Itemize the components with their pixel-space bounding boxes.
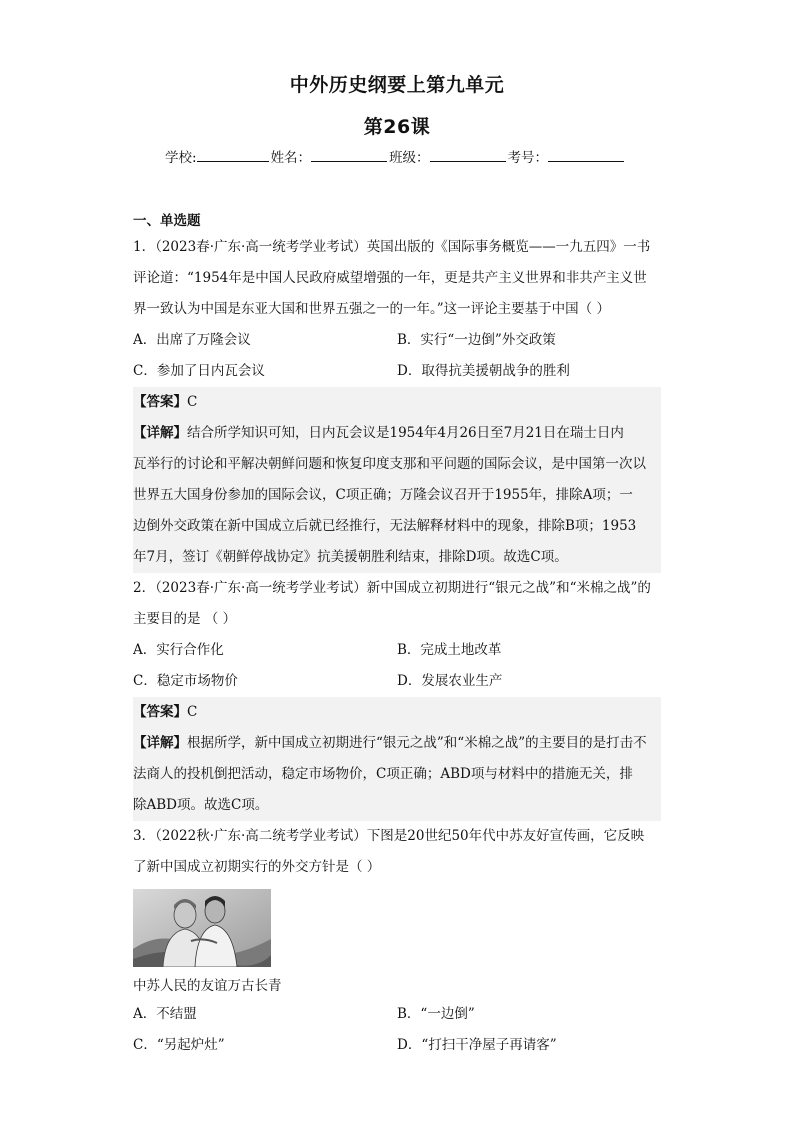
school-field[interactable] [197,147,269,162]
answer-tag: 【答案】 [133,704,187,720]
student-info-line [165,146,626,166]
question-2 [133,573,661,821]
option-d[interactable]: D．“打扫干净屋子再请客” [397,1037,557,1053]
section-title: 一、单选题 [133,213,201,229]
detail-line: 边倒外交政策在新中国成立后就已经推行，无法解释材料中的现象，排除B项；1953 [133,518,637,534]
option-a[interactable]: A．出席了万隆会议 [133,332,251,348]
option-c[interactable]: C．稳定市场物价 [133,673,238,689]
detail-line: 世界五大国身份参加的国际会议，C项正确；万隆会议召开于1955年，排除A项；一 [133,487,633,503]
question-3 [133,821,661,1061]
option-d[interactable]: D．发展农业生产 [397,673,503,689]
question-line: 3．（2022秋·广东·高二统考学业考试）下图是20世纪50年代中苏友好宣传画，它反映 [133,828,645,844]
question-line: 了新中国成立初期实行的外交方针是（ ） [133,859,381,875]
answer-value: C [187,394,198,410]
answer-line [133,697,661,728]
name-field[interactable] [311,147,387,162]
option-b[interactable]: B．实行“一边倒”外交政策 [397,332,556,348]
id-field[interactable] [548,147,624,162]
detail-line: 年7月，签订《朝鲜停战协定》抗美援朝胜利结束，排除D项。故选C项。 [133,549,568,565]
option-c[interactable]: C．参加了日内瓦会议 [133,363,265,379]
question-line: 界一致认为中国是东亚大国和世界五强之一的一年。”这一评论主要基于中国（ ） [133,301,610,317]
answer-tag: 【答案】 [133,394,187,410]
question-line: 1．（2023春·广东·高一统考学业考试）英国出版的《国际事务概览——一九五四》一书 [133,239,651,255]
detail-tag: 【详解】 [133,425,187,441]
option-c[interactable]: C．“另起炉灶” [133,1037,225,1053]
detail-text: 结合所学知识可知，日内瓦会议是1954年4月26日至7月21日在瑞士日内 [187,425,624,441]
detail-line [133,418,661,449]
option-b[interactable]: B．“一边倒” [397,1006,475,1022]
answer-block [133,697,661,821]
options-row [133,1030,661,1061]
question-list [133,232,661,1061]
option-a[interactable]: A．不结盟 [133,1006,197,1022]
detail-line [133,728,661,759]
propaganda-poster-image [133,889,271,967]
options-row [133,635,661,666]
answer-value: C [187,704,198,720]
school-label: 学校: [165,150,197,166]
option-a[interactable]: A．实行合作化 [133,642,224,658]
question-line: 2．（2023春·广东·高一统考学业考试）新中国成立初期进行“银元之战”和“米棉之战”的 [133,580,651,596]
figure-caption: 中苏人民的友谊万古长青 [133,978,282,994]
document-title: 中外历史纲要上第九单元 [289,74,505,96]
class-label: 班级： [389,150,430,166]
detail-text: 根据所学，新中国成立初期进行“银元之战”和“米棉之战”的主要目的是打击不 [187,735,647,751]
lesson-subtitle: 第26课 [363,116,431,138]
class-field[interactable] [430,147,506,162]
detail-tag: 【详解】 [133,735,187,751]
name-label: 姓名： [270,150,312,166]
question-line: 主要目的是 （ ） [133,611,237,627]
detail-line: 瓦举行的讨论和平解决朝鲜问题和恢复印度支那和平问题的国际会议，是中国第一次以 [133,456,646,472]
id-label: 考号： [507,150,549,166]
option-d[interactable]: D．取得抗美援朝战争的胜利 [397,363,570,379]
options-row [133,666,661,697]
answer-block [133,387,661,573]
options-row [133,999,661,1030]
answer-line [133,387,661,418]
options-row [133,325,661,356]
question-1 [133,232,661,573]
question-line: 评论道：“1954年是中国人民政府威望增强的一年，更是共产主义世界和非共产主义世 [133,270,647,286]
options-row [133,356,661,387]
detail-line: 除ABD项。故选C项。 [133,797,269,813]
option-b[interactable]: B．完成土地改革 [397,642,502,658]
detail-line: 法商人的投机倒把活动，稳定市场物价，C项正确；ABD项与材料中的措施无关，排 [133,766,633,782]
